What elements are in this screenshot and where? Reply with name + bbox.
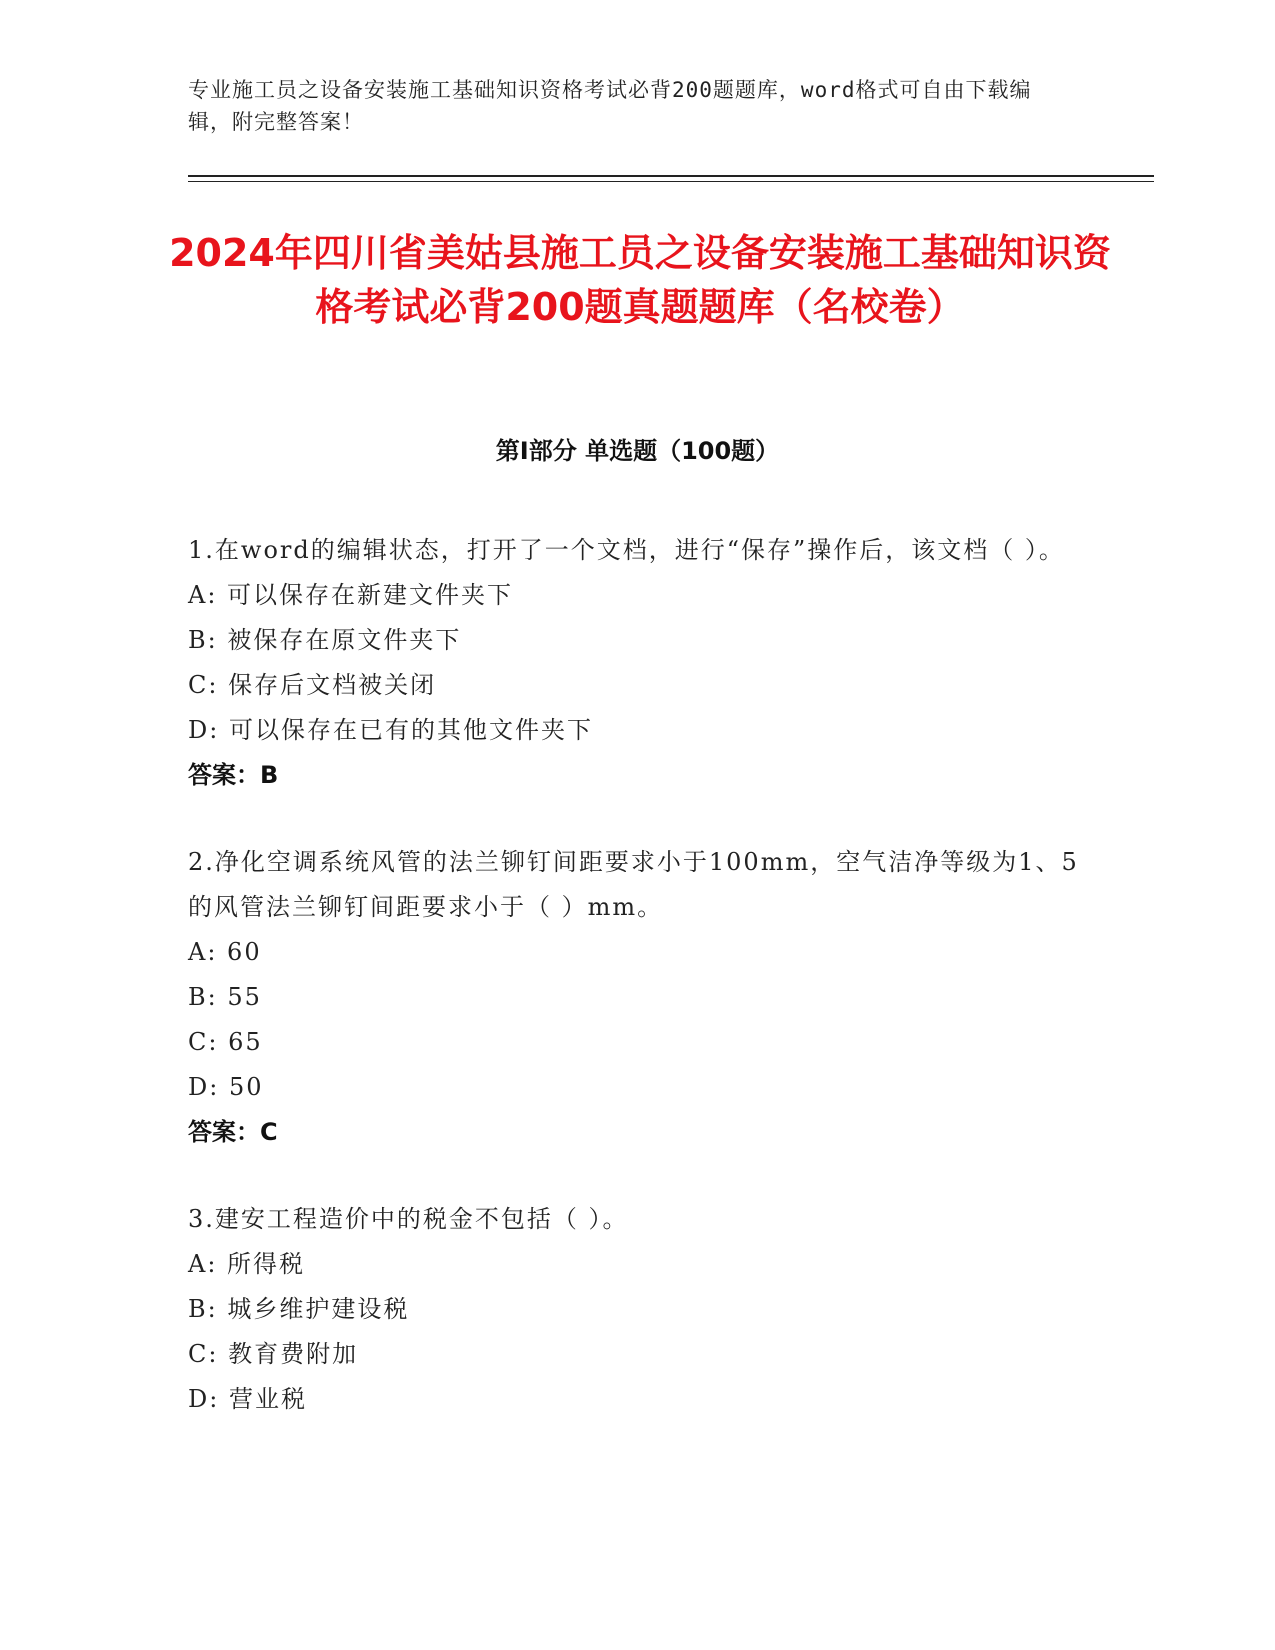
question-stem: 2.净化空调系统风管的法兰铆钉间距要求小于100mm，空气洁净等级为1、5的风管法兰铆钉间距要求小于（ ）mm。 bbox=[188, 848, 1079, 921]
option-b: B: 被保存在原文件夹下 bbox=[188, 626, 462, 654]
option-b: B: 城乡维护建设税 bbox=[188, 1295, 410, 1323]
option-b: B: 55 bbox=[188, 983, 262, 1011]
answer-label: 答案：C bbox=[188, 1118, 278, 1146]
question-stem: 1.在word的编辑状态，打开了一个文档，进行“保存”操作后，该文档（ ）。 bbox=[188, 536, 1065, 564]
option-d: D: 50 bbox=[188, 1073, 264, 1101]
option-c: C: 65 bbox=[188, 1028, 263, 1056]
document-title: 2024年四川省美姑县施工员之设备安装施工基础知识资格考试必背200题真题题库（名校卷） bbox=[169, 231, 1111, 329]
question-1 bbox=[188, 528, 1088, 798]
option-d: D: 可以保存在已有的其他文件夹下 bbox=[188, 716, 593, 744]
question-stem: 3.建安工程造价中的税金不包括（ ）。 bbox=[188, 1205, 629, 1233]
question-3 bbox=[188, 1197, 1088, 1422]
question-2 bbox=[188, 840, 1088, 1155]
option-a: A: 所得税 bbox=[188, 1250, 306, 1278]
option-a: A: 可以保存在新建文件夹下 bbox=[188, 581, 514, 609]
header-rule-thick bbox=[188, 175, 1154, 177]
question-list bbox=[188, 528, 1088, 1464]
option-a: A: 60 bbox=[188, 938, 262, 966]
option-c: C: 保存后文档被关闭 bbox=[188, 671, 437, 699]
document-header-note: 专业施工员之设备安装施工基础知识资格考试必背200题题库，word格式可自由下载编辑，附完整答案！ bbox=[188, 78, 1032, 134]
option-c: C: 教育费附加 bbox=[188, 1340, 359, 1368]
section-heading: 第Ⅰ部分 单选题（100题） bbox=[495, 437, 780, 465]
header-rule-thin bbox=[188, 181, 1154, 182]
answer-label: 答案：B bbox=[188, 761, 279, 789]
option-d: D: 营业税 bbox=[188, 1385, 307, 1413]
